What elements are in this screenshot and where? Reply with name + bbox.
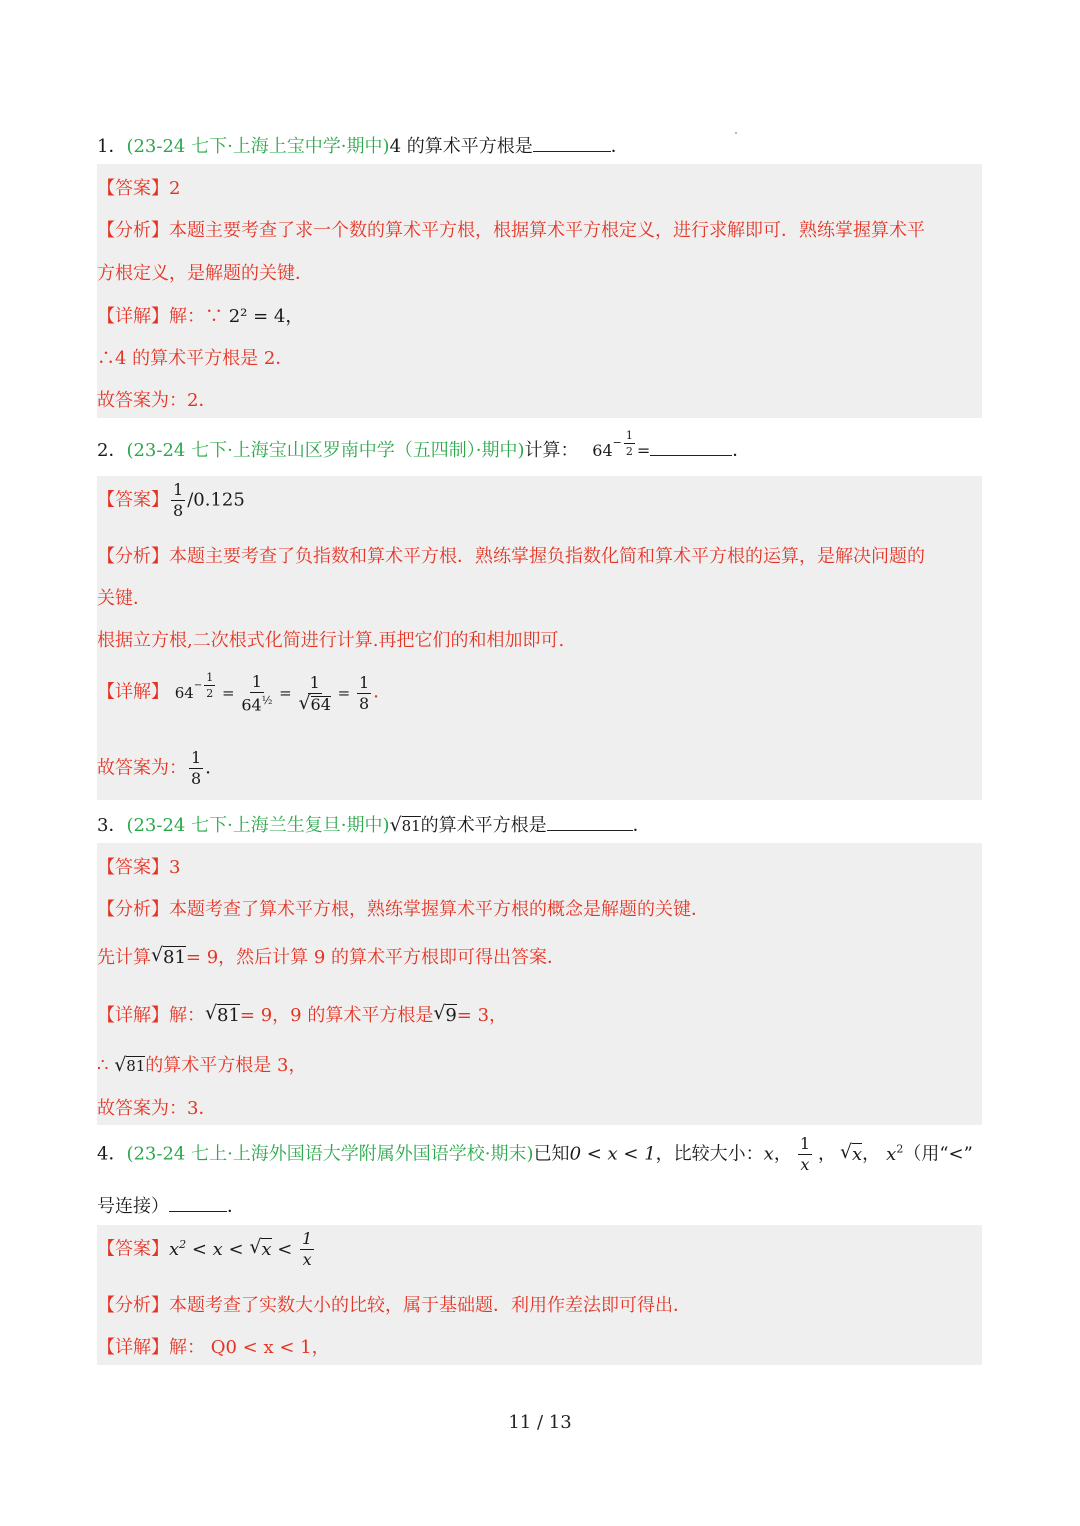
- math-expression: $64^{- \frac{1}{2}}$ = $\frac{1}{64^{\frac{1}{2}}}$ = 1 √ 64 = $\frac{1}{8}$: [175, 684, 373, 702]
- solution-box-2: [97, 476, 982, 800]
- question-2: 2．(23-24 七下·上海宝山区罗南中学（五四制）·期中)计算： $64^{- \frac{1}{2}}$ = ．: [97, 428, 751, 461]
- detail-line: 【详解】 $64^{- \frac{1}{2}}$ = $\frac{1}{64^{\frac{1}{2}}}$ = 1 √ 64 = $\frac{1}{8}$ ．: [97, 674, 391, 713]
- page-number: 11 / 13: [508, 1412, 572, 1433]
- analysis-line: 【分析】本题主要考查了求一个数的算术平方根，根据算术平方根定义，进行求解即可．熟练掌握算术平: [97, 220, 925, 241]
- analysis-line-2: 关键．: [97, 588, 151, 609]
- stray-mark: [735, 132, 737, 134]
- detail-line: 【详解】解：∵ 2² = 4，: [97, 306, 304, 327]
- question-number: 1．: [97, 136, 127, 157]
- conclusion-line: ∴ √ 81的算术平方根是 3，: [97, 1051, 306, 1077]
- answer-blank: [533, 133, 611, 152]
- answer-blank: [650, 437, 732, 456]
- analysis-line-2: 方根定义，是解题的关键．: [97, 263, 313, 284]
- analysis-line-2: 先计算√ 81= 9，然后计算 9 的算术平方根即可得出答案．: [97, 943, 565, 969]
- final-answer-line: 故答案为： $\frac{1}{8}$ ．: [97, 748, 224, 788]
- question-3: 3．(23-24 七下·上海兰生复旦·期中)√ 81的算术平方根是 ．: [97, 811, 651, 837]
- question-source: (23-24 七下·上海兰生复旦·期中): [126, 815, 390, 836]
- solution-box-1: [97, 164, 982, 418]
- answer-line: 【答案】3: [97, 857, 181, 878]
- final-answer-line: 故答案为：2．: [97, 390, 217, 411]
- question-text: 4 的算术平方根是: [389, 136, 533, 157]
- question-source: (23-24 七下·上海宝山区罗南中学（五四制）·期中): [126, 440, 525, 461]
- answer-line: 【答案】 $\frac{1}{8}$ /0.125: [97, 480, 245, 520]
- question-4: 4．(23-24 七上·上海外国语大学附属外国语学校·期末)已知0 < x < 1，比较大小：x， $\frac{1}{x}$ ，√ x， $x^2$（用“<”: [97, 1136, 973, 1173]
- question-1: 1．(23-24 七下·上海上宝中学·期中)4 的算术平方根是 ．: [97, 132, 629, 158]
- sqrt-expression: √ 81: [390, 816, 421, 835]
- question-source: (23-24 七下·上海上宝中学·期中): [126, 136, 390, 157]
- answer-blank: [547, 812, 633, 831]
- solution-box-3: [97, 843, 982, 1125]
- conclusion-line: ∴4 的算术平方根是 2．: [97, 348, 294, 369]
- detail-line: 【详解】解：√ 81= 9，9 的算术平方根是√ 9= 3，: [97, 1001, 507, 1027]
- question-4-line-2: 号连接） ．: [97, 1192, 245, 1218]
- math-expression: $64^{- \frac{1}{2}}$ =: [592, 428, 651, 460]
- analysis-line-3: 根据立方根,二次根式化简进行计算.再把它们的和相加即可.: [97, 630, 565, 651]
- analysis-line: 【分析】本题考查了实数大小的比较，属于基础题．利用作差法即可得出．: [97, 1295, 691, 1316]
- analysis-line: 【分析】本题主要考查了负指数和算术平方根．熟练掌握负指数化简和算术平方根的运算，是解决问题的: [97, 546, 925, 567]
- solution-box-4: [97, 1225, 982, 1365]
- final-answer-line: 故答案为：3．: [97, 1098, 217, 1119]
- answer-blank: [169, 1193, 227, 1212]
- analysis-line: 【分析】本题考查了算术平方根，熟练掌握算术平方根的概念是解题的关键．: [97, 899, 709, 920]
- answer-line: 【答案】$x^2 < x$ < √ x < $\frac{1}{x}$: [97, 1231, 316, 1268]
- question-source: (23-24 七上·上海外国语大学附属外国语学校·期末): [126, 1143, 534, 1165]
- detail-line: 【详解】解： Q0 < x < 1，: [97, 1337, 330, 1358]
- answer-line: 【答案】2: [97, 178, 181, 199]
